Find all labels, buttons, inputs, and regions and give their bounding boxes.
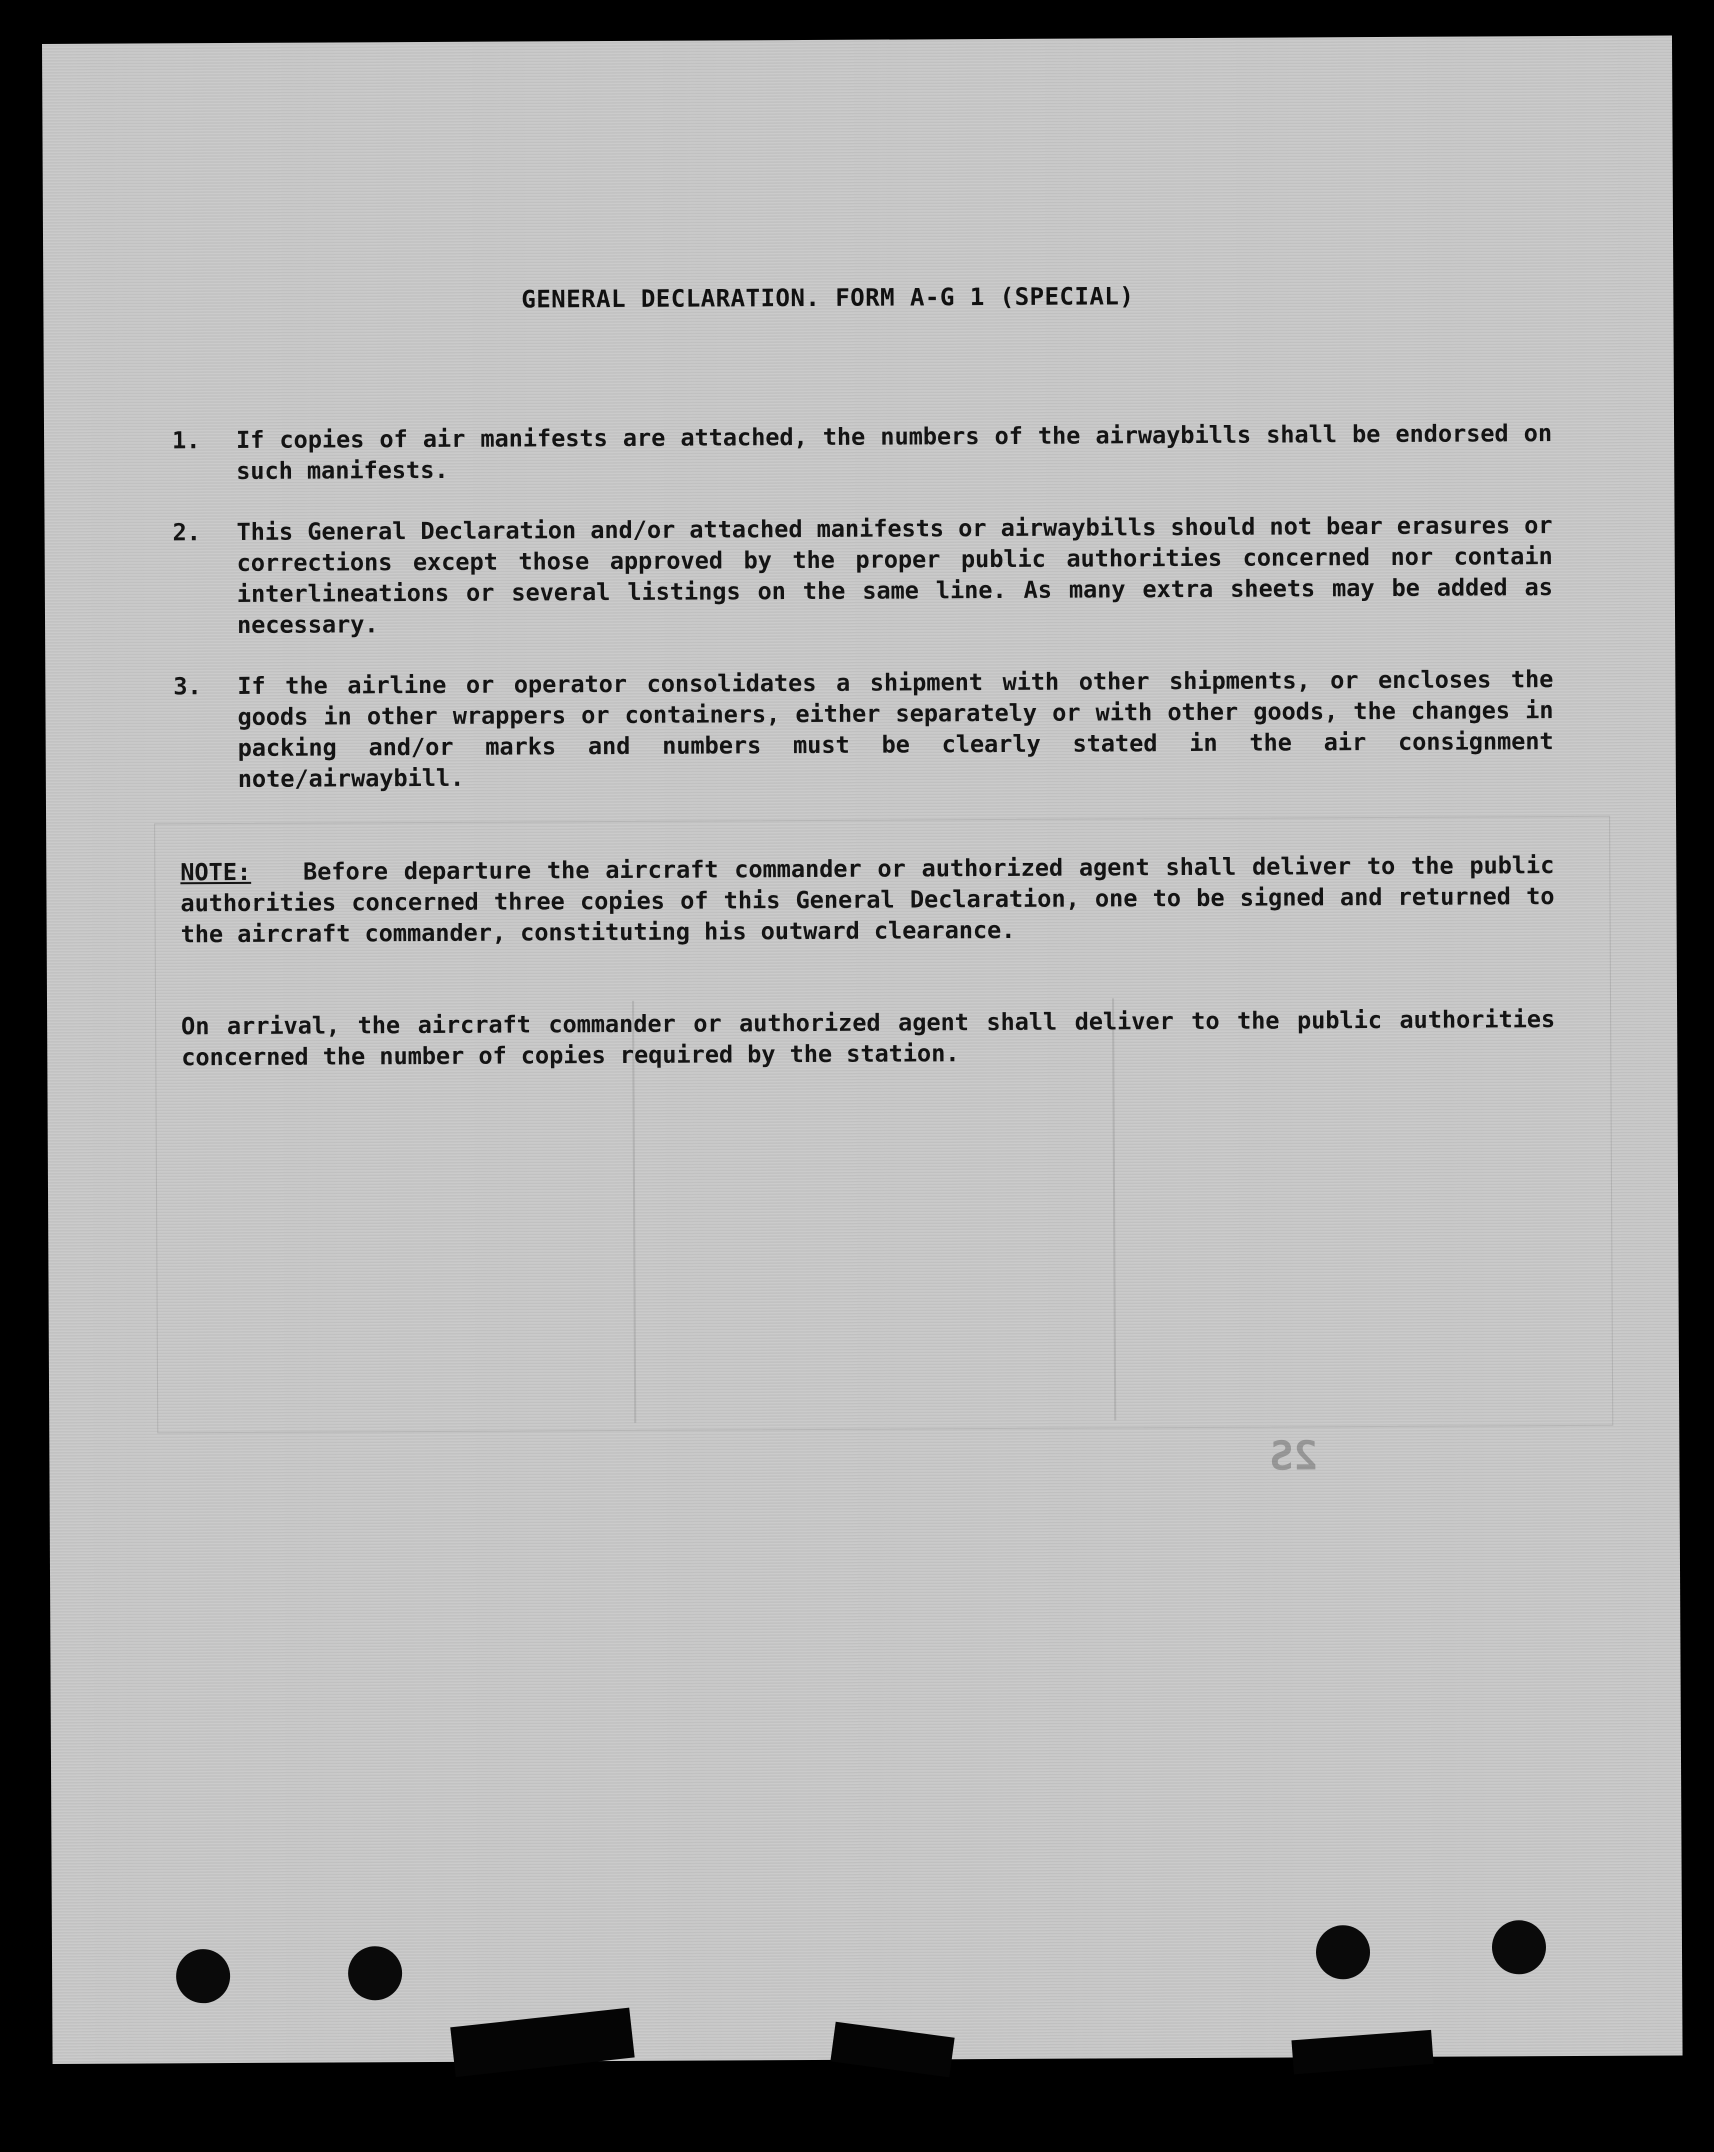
- arrival-text: On arrival, the aircraft commander or authorized agent shall deliver to the public authorities concerned the number of copies required by the station.: [181, 1005, 1556, 1072]
- torn-edge: [450, 2008, 634, 2077]
- note-text: Before departure the aircraft commander or authorized agent shall deliver to the public authorities concerned three copies of this General Declaration, one to be signed and returned to the aircraft commander, constituting his outward clearance.: [180, 851, 1555, 949]
- punch-hole: [1492, 1920, 1546, 1974]
- torn-edge: [830, 2022, 954, 2078]
- torn-edge: [1291, 2030, 1433, 2074]
- instruction-item: [172, 510, 1553, 641]
- bleed-through-mark: 2S: [1269, 1433, 1318, 1480]
- punch-hole: [1316, 1925, 1370, 1979]
- instruction-item: [172, 418, 1552, 489]
- instruction-item: [173, 664, 1554, 795]
- document-page: [42, 35, 1683, 2064]
- note-label: NOTE:: [180, 857, 252, 887]
- item-number: 2.: [172, 518, 201, 547]
- item-text: This General Declaration and/or attached manifests or airwaybills should not bear erasures or corrections except those approved by the proper public authorities concerned nor contain interlineations or several listings on the same line. As many extra sheets may be added as necessary.: [236, 511, 1553, 639]
- item-number: 1.: [172, 426, 201, 455]
- item-text: If the airline or operator consolidates a shipment with other shipments, or encloses the goods in other wrappers or containers, either separately or with other goods, the changes in packing and/or marks and numbers must be clearly stated in the air consignment note/airwaybill.: [237, 665, 1554, 793]
- item-text: If copies of air manifests are attached, the numbers of the airwaybills shall be endorsed on such manifests.: [236, 419, 1553, 485]
- arrival-paragraph: [181, 1004, 1555, 1073]
- note-paragraph: [180, 850, 1554, 950]
- punch-hole: [348, 1946, 402, 2000]
- page-title: GENERAL DECLARATION. FORM A-G 1 (SPECIAL): [521, 282, 1135, 314]
- item-number: 3.: [173, 672, 202, 701]
- punch-hole: [176, 1949, 230, 2003]
